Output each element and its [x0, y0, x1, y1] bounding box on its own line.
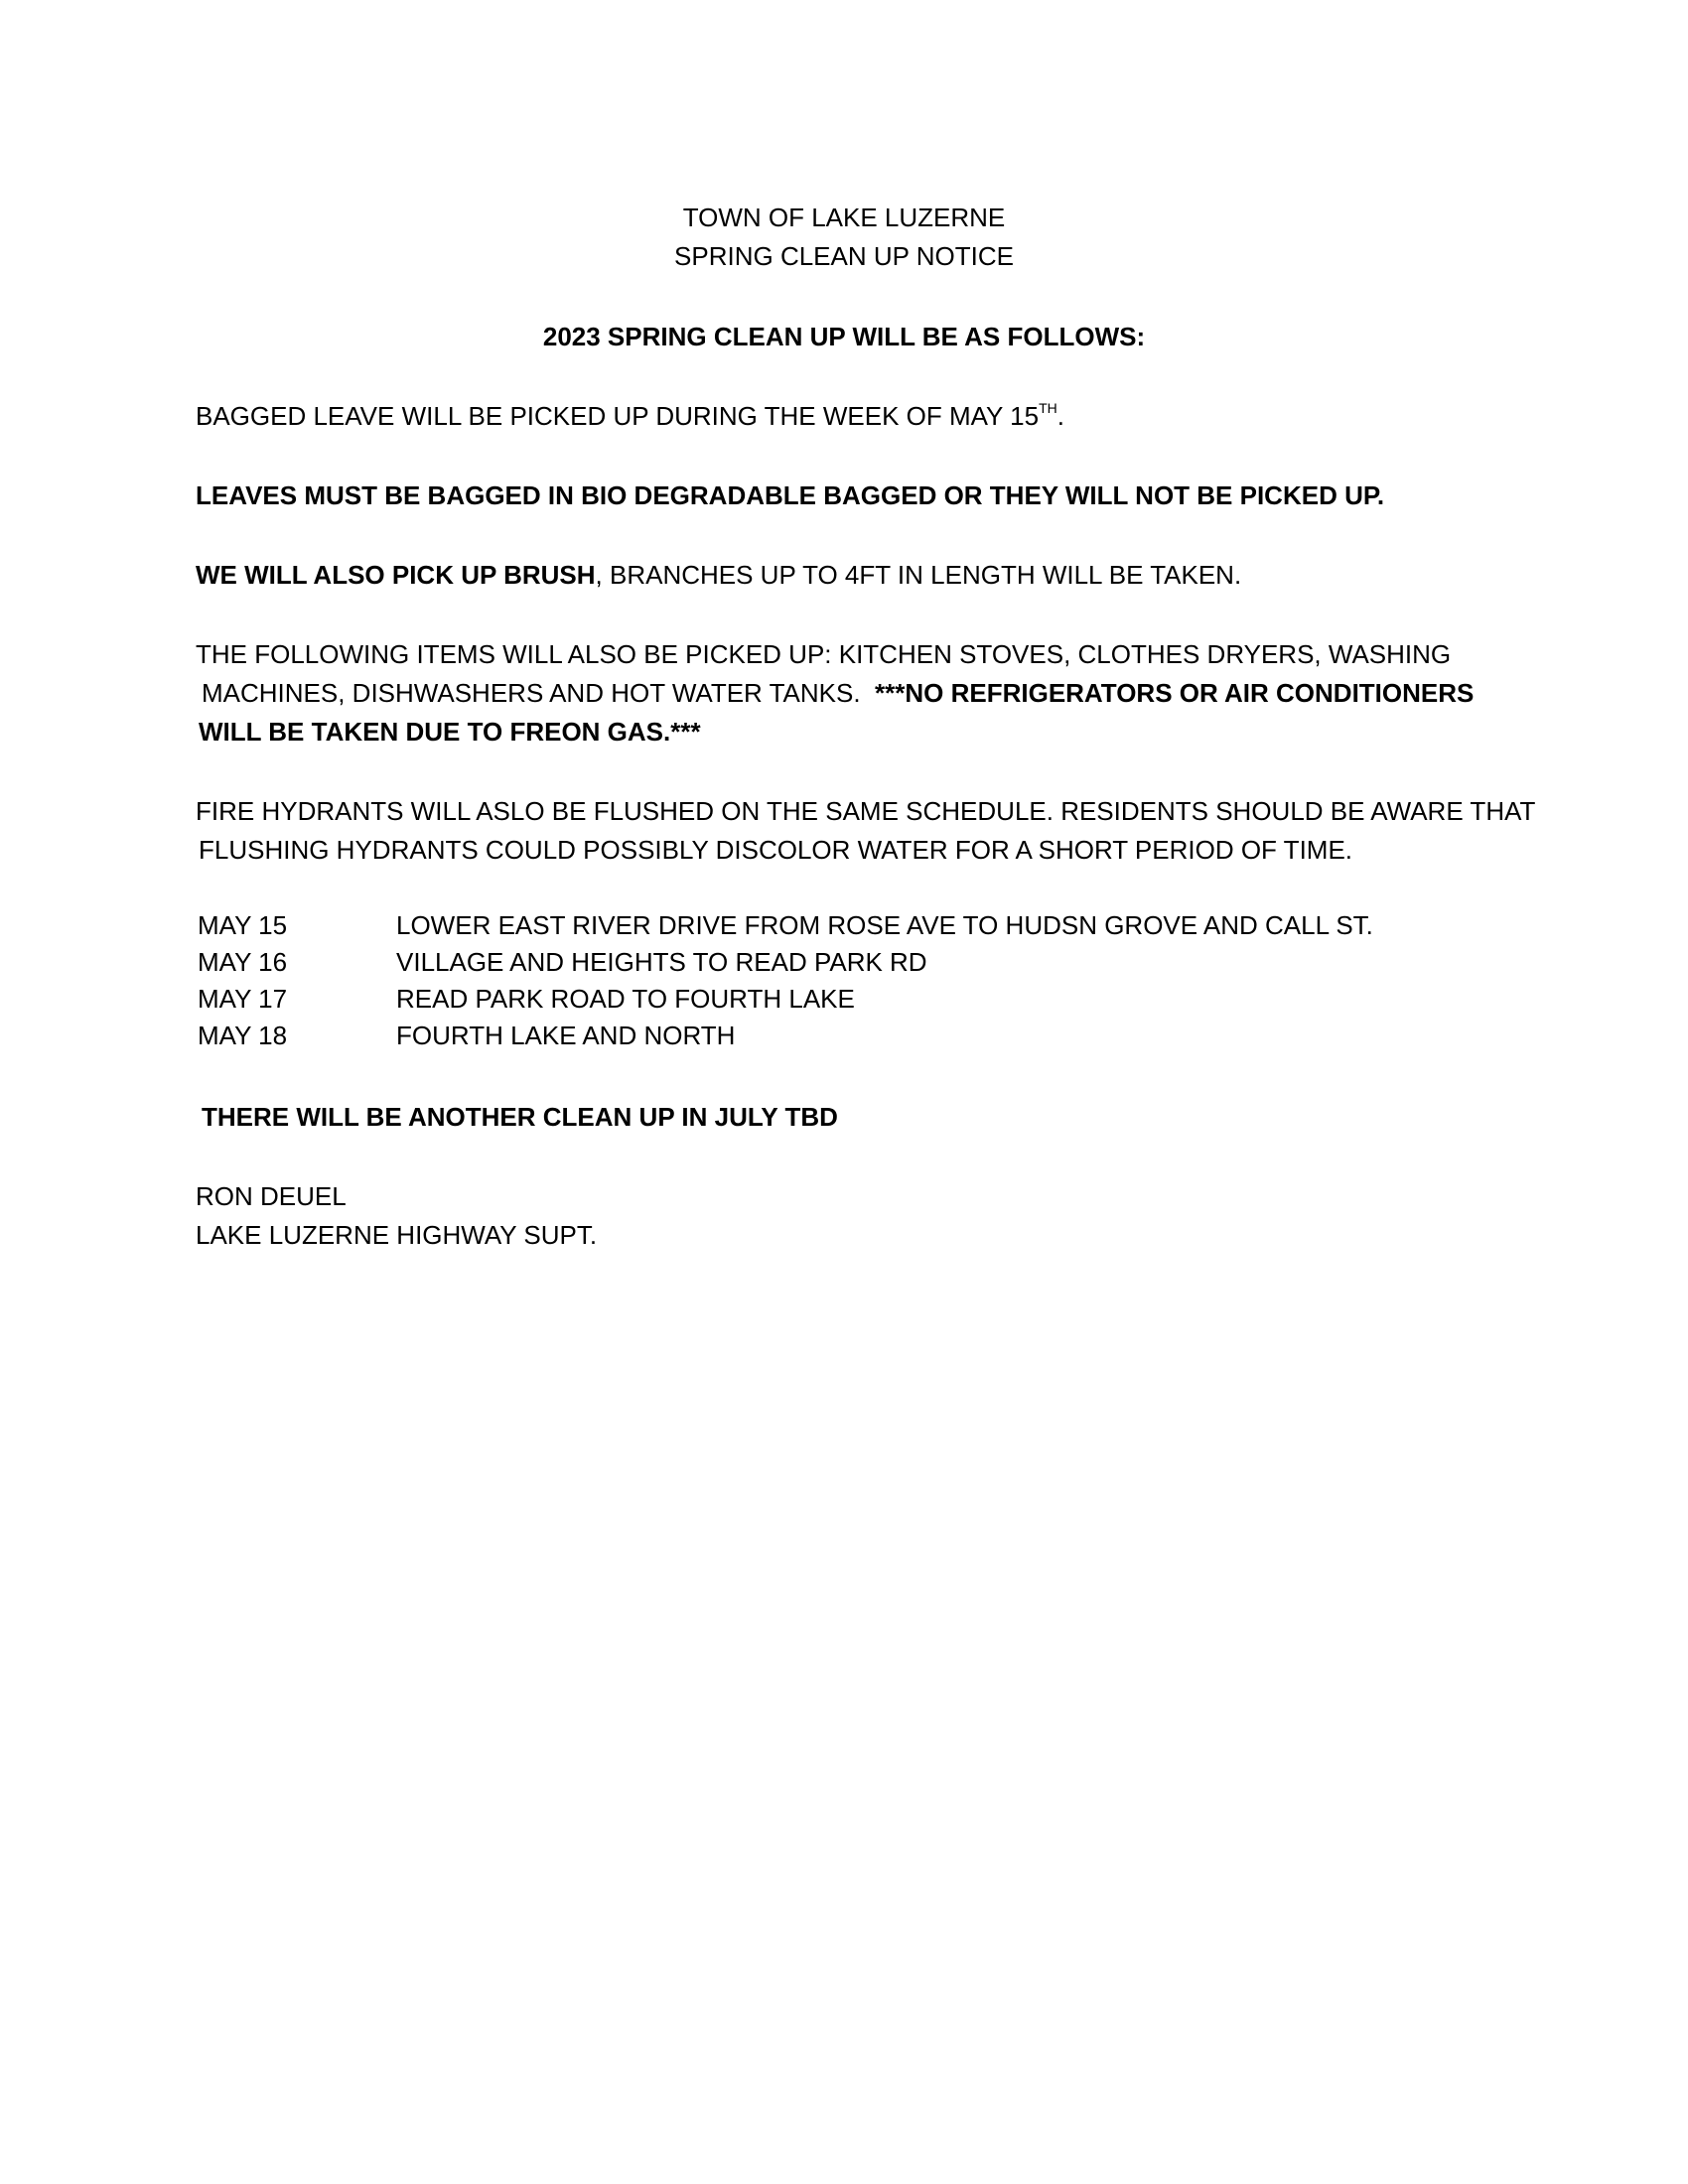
july-note: THERE WILL BE ANOTHER CLEAN UP IN JULY TBD: [202, 1102, 838, 1132]
schedule-row: [198, 944, 1488, 981]
brush-rest: , BRANCHES UP TO 4FT IN LENGTH WILL BE TAKEN.: [595, 560, 1242, 590]
items-line-2-regular: MACHINES, DISHWASHERS AND HOT WATER TANKS.: [202, 678, 876, 708]
items-line-2: [196, 674, 1486, 713]
brush-paragraph: [196, 556, 1486, 595]
schedule-area: READ PARK ROAD TO FOURTH LAKE: [396, 984, 855, 1014]
header: [0, 199, 1688, 276]
schedule-date: MAY 18: [198, 1021, 288, 1050]
schedule-area: FOURTH LAKE AND NORTH: [396, 1021, 736, 1050]
header-town: TOWN OF LAKE LUZERNE: [682, 203, 1006, 232]
bagged-leaves-ordinal: TH: [1039, 400, 1057, 416]
hydrants-line-1: FIRE HYDRANTS WILL ASLO BE FLUSHED ON THE SAME SCHEDULE. RESIDENTS SHOULD BE AWARE THAT: [196, 796, 1536, 826]
bagged-leaves-paragraph: [196, 397, 1486, 436]
signature-name: RON DEUEL: [196, 1181, 347, 1211]
schedule-row: [198, 981, 1488, 1018]
brush-bold: WE WILL ALSO PICK UP BRUSH: [196, 560, 596, 590]
schedule-row: [198, 1018, 1488, 1054]
schedule-date: MAY 15: [198, 910, 288, 940]
header-notice-title: SPRING CLEAN UP NOTICE: [674, 241, 1014, 271]
items-line-1: THE FOLLOWING ITEMS WILL ALSO BE PICKED UP: KITCHEN STOVES, CLOTHES DRYERS, WASHING: [196, 639, 1452, 669]
items-line-3: WILL BE TAKEN DUE TO FREON GAS.***: [199, 717, 701, 747]
signature-title: LAKE LUZERNE HIGHWAY SUPT.: [196, 1220, 598, 1250]
leaves-warning: LEAVES MUST BE BAGGED IN BIO DEGRADABLE BAGGED OR THEY WILL NOT BE PICKED UP.: [196, 480, 1385, 510]
schedule-date: MAY 17: [198, 984, 288, 1014]
items-line-2-bold: ***NO REFRIGERATORS OR AIR CONDITIONERS: [875, 678, 1475, 708]
schedule-area: LOWER EAST RIVER DRIVE FROM ROSE AVE TO HUDSN GROVE AND CALL ST.: [396, 910, 1373, 940]
schedule-list: [198, 907, 1488, 1054]
schedule-area: VILLAGE AND HEIGHTS TO READ PARK RD: [396, 947, 927, 977]
bagged-leaves-text: BAGGED LEAVE WILL BE PICKED UP DURING THE WEEK OF MAY 15: [196, 401, 1040, 431]
headline: 2023 SPRING CLEAN UP WILL BE AS FOLLOWS:: [542, 322, 1146, 351]
items-paragraph: [196, 635, 1486, 751]
hydrants-line-2: FLUSHING HYDRANTS COULD POSSIBLY DISCOLOR WATER FOR A SHORT PERIOD OF TIME.: [199, 835, 1353, 865]
signature: [196, 1177, 1486, 1255]
hydrants-paragraph: [196, 792, 1536, 870]
schedule-date: MAY 16: [198, 947, 288, 977]
bagged-leaves-tail: .: [1056, 401, 1064, 431]
schedule-row: [198, 907, 1488, 944]
